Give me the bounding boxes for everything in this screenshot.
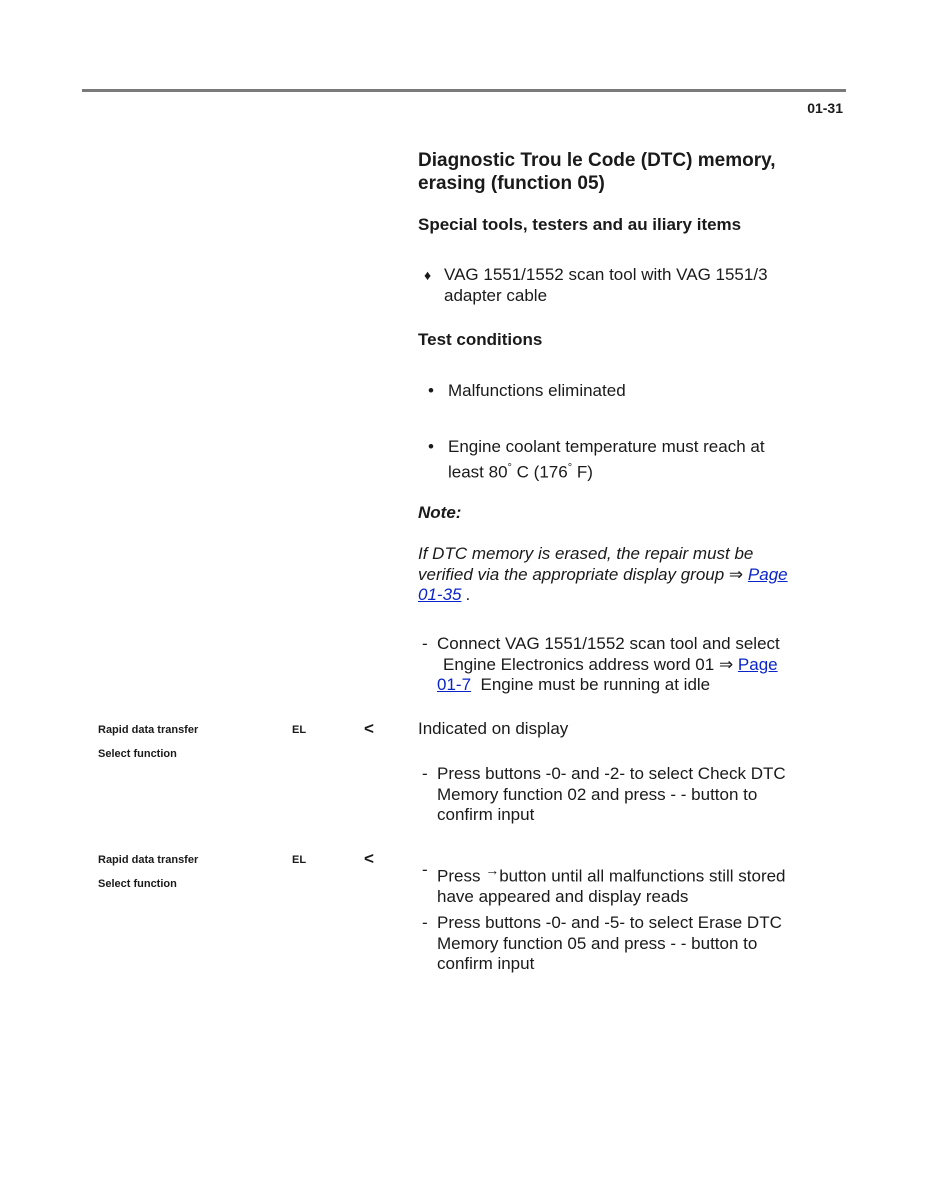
step-line-3-text: Engine must be running at idle (471, 675, 711, 694)
display-pointer-icon: < (364, 849, 374, 868)
step-line-1-text: Press (437, 866, 481, 886)
temp-c-value: least 80 (448, 462, 508, 482)
step-item (422, 860, 842, 908)
diamond-bullet-icon: ♦ (424, 267, 432, 283)
page-link[interactable]: 01-35 (418, 585, 462, 604)
dash-marker: - (422, 634, 428, 653)
step-line-3: confirm input (437, 954, 535, 973)
dash-marker: - (422, 913, 428, 932)
display-code: EL (292, 724, 307, 736)
display-code: EL (292, 854, 307, 866)
round-bullet-icon: • (428, 381, 434, 400)
header-rule (82, 89, 846, 92)
test-condition-item (428, 381, 828, 402)
step-line-1: Press buttons -0- and -2- to select Check DTC (437, 764, 786, 783)
note-heading: Note: (418, 503, 462, 522)
test-condition-item (428, 437, 828, 483)
test-condition-text: Malfunctions eliminated (448, 381, 626, 400)
special-tools-heading: Special tools, testers and au iliary items (418, 215, 742, 234)
step-line-3 (437, 675, 780, 696)
right-arrow-icon: → (485, 862, 500, 878)
dash-marker: - (422, 764, 428, 783)
temp-f-value: C (176 (511, 462, 568, 482)
indicated-on-display-label: Indicated on display (418, 719, 569, 738)
display-line-2: Select function (98, 748, 177, 760)
special-tools-item-line-1: VAG 1551/1552 scan tool with VAG 1551/3 (444, 265, 768, 284)
note-line-2-text: verified via the appropriate display group (418, 564, 725, 584)
test-condition-text: Engine coolant temperature must reach at (448, 437, 765, 456)
step-line-2-text: Engine Electronics address word 01 (443, 654, 715, 674)
display-line-1: Rapid data transfer (98, 854, 199, 866)
page-title (418, 149, 838, 195)
note-end: . (461, 585, 471, 604)
test-condition-text-line-2 (448, 458, 765, 483)
step-line-2 (437, 655, 780, 676)
step-line-1-rest: button until all malfunctions still stored (499, 866, 786, 886)
display-line-2: Select function (98, 878, 177, 890)
step-line-1: Press buttons -0- and -5- to select Erase DTC (437, 913, 782, 932)
step-line-3: confirm input (437, 805, 535, 824)
step-line-2: Memory function 05 and press - - button to (437, 933, 758, 953)
page-link[interactable]: 01-7 (437, 675, 472, 694)
dash-marker: - (422, 860, 428, 879)
step-line-2: have appeared and display reads (437, 887, 689, 907)
note-text (418, 544, 838, 606)
display-line-1: Rapid data transfer (98, 724, 199, 736)
degree-symbol: ° (567, 461, 573, 474)
title-line-1: Diagnostic Trou le Code (DTC) memory, (418, 150, 776, 171)
right-arrow-icon: ⇒ (718, 654, 734, 674)
right-arrow-icon: ⇒ (728, 564, 744, 584)
note-line-1: If DTC memory is erased, the repair must be (418, 544, 754, 563)
degree-symbol: ° (507, 461, 512, 474)
title-line-2: erasing (function 05) (418, 173, 605, 194)
step-line-2: Memory function 02 and press - - button to (437, 784, 758, 804)
test-conditions-heading: Test conditions (418, 330, 543, 349)
temp-f-unit: F) (572, 462, 593, 482)
special-tools-item-line-2: adapter cable (444, 285, 548, 305)
note-line-2 (418, 565, 838, 586)
special-tools-item (424, 265, 824, 306)
step-line-1: Connect VAG 1551/1552 scan tool and select (437, 634, 780, 653)
step-line-1 (437, 860, 786, 887)
step-item (422, 913, 842, 975)
page-number: 01-31 (807, 100, 843, 116)
note-line-3 (418, 585, 838, 606)
page-link[interactable]: Page (747, 564, 788, 584)
page-link[interactable]: Page (737, 654, 778, 674)
display-pointer-icon: < (364, 719, 374, 738)
round-bullet-icon: • (428, 437, 434, 456)
step-item (422, 764, 842, 826)
step-item (422, 634, 842, 696)
